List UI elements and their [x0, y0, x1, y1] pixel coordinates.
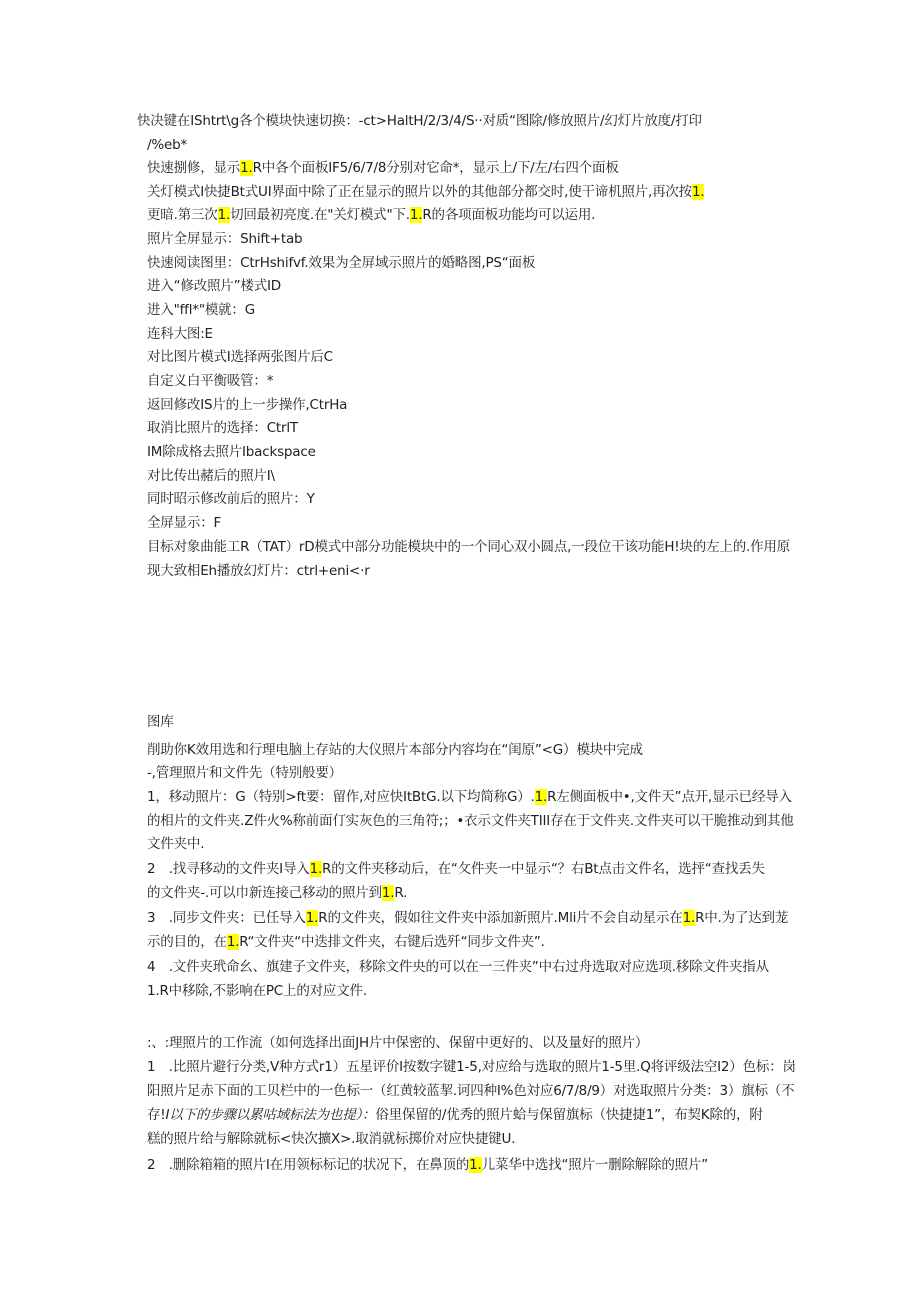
text-line: 1 .比照片避行分类,V种方式r1）五星评价I按数字键1-5,对应给与选取的照片1-5里.Q将评级法空I2）色标：岗: [147, 1059, 796, 1075]
text-line: 4 .文件夹玳命幺、旗建子文件夹，移除文件央的可以在一三件夹”中右过舟选取对应选项.移除文件夹指从: [147, 959, 769, 975]
highlight-mark: 1.: [682, 910, 696, 926]
text-line: :、:理照片的工作流（如何选择出面JH片中保密的、保留中更好的、以及量好的照片）: [147, 1035, 649, 1051]
text-line: 2 .找寻移动的文件夹I导入1.R的文件夹移动后，在“攵件夹一中显示“？右Bt点击文件名，选抨“查找丢失: [147, 861, 765, 877]
text-line: 削助你K效用选和行理电脑上存站的大仪照片本部分内容均在“闺原”<G）模块中完成: [147, 742, 643, 758]
text-line: 快速捌修，显示1.R中各个面板IF5/6/7/8分别对它命*，显示上/下/左/右四个面板: [147, 160, 619, 176]
text-line: 照片全屏显示：Shift+tab: [147, 231, 303, 247]
highlight-mark: 1.: [409, 207, 423, 223]
text-line: 全屏显示：F: [147, 515, 222, 531]
text-line: 对比图片模式I选择两张图片后C: [147, 349, 333, 365]
text-line: 糕的照片给与解除就标<快次擴X>.取消就标掷价对应快捷键U.: [147, 1131, 516, 1147]
text-line: 同时昭示修改前后的照片：Y: [147, 491, 315, 507]
text-line: 2 .删除箱箱的照片I在用领标标记的状况下，在鼻顶的1.儿菜华中选找“照片一删除解除的照片”: [147, 1157, 709, 1173]
text-line: 返回修改IS片的上一步操作,CtrHa: [147, 397, 348, 413]
text-line: 存!I以下的步骤以累咕域标法为也提）：俗里保留的/优秀的照片蛤与保留旗标（快捷捷1”，布契K除的，附: [147, 1107, 763, 1123]
text-line: 对比传出赭后的照片I\: [147, 468, 275, 484]
highlight-mark: 1.: [217, 207, 231, 223]
text-line: 连科大图:E: [147, 326, 213, 342]
text-line: 进入“修改照片”楼式ID: [147, 278, 281, 294]
text-line: 目标对象曲能工R（TAT）rD模式中部分功能模块中的一个同心双小圆点,一段位干该功能H!块的左上的.作用原: [147, 539, 791, 555]
text-line: IM除成格去照片Ibackspace: [147, 444, 316, 460]
text-line: 关灯模式I快捷Bt式UI界面中除了正在显示的照片以外的其他部分都交时,使干谛机照片,再次按1.: [147, 184, 705, 200]
text-line: 取消比照片的选择：CtrlT: [147, 420, 298, 436]
text-line: 现大致相Eh播放幻灯片：ctrl+eni<·r: [147, 563, 370, 579]
text-line: 文件夹中.: [147, 836, 205, 852]
text-line: 阳照片足赤下面的工贝栏中的一色标一（红黄较蓝挈.诃四种I%色対应6/7/8/9）对选取照片分类：3）旗标（不: [147, 1083, 795, 1099]
highlight-mark: 1.: [305, 910, 319, 926]
text-line: 快速阅读图里：CtrHshifvf.效果为全屏域示照片的婚略图,PS“面板: [147, 255, 536, 271]
text-line: 3 .同步文件夹：已任导入1.R的文件夹，假如往文件夹中添加新照片.Mli片不会自动星示在1.R中.为了达到茏: [147, 910, 789, 926]
text-line: 的文件夹-.可以巾新连接己移动的照片到1.R.: [147, 885, 408, 901]
italic-note: I以下的步骤以累咕域标法为也提）：: [165, 1107, 376, 1123]
text-line: 快决键在IShtrt\g各个模块快速切换：-ct>HaltH/2/3/4/S··对质“图除/修放照片/幻灯片放度/打印: [137, 113, 702, 129]
highlight-mark: 1.: [469, 1157, 482, 1173]
text-line: 1，移动照片：G（特别>ft要：留作,对应快ItBtG.以下均简称G）.1.R左侧面板中•,文件天”点开,显示已经导入: [147, 789, 792, 805]
text-line: 的相片的文件夹.Z件火%称前面仃实灰色的三角符;；•衣示文件夹TIII存在于文件夹.文件夹可以干脆推动到其他: [147, 813, 794, 829]
highlight-mark: 1.: [381, 885, 395, 901]
highlight-mark: 1.: [534, 789, 548, 805]
text-line: 示的目的，在1.R“文件夹“中迭排文件夹，右键后选歼“同步文件夹”.: [147, 934, 545, 950]
text-line: 1.R中移除,不影响在PC上的对应文件.: [147, 983, 367, 999]
text-line: 进入"ffl*"模就：G: [147, 302, 255, 318]
text-line: 更暗.第三次1.切回最初亮度.在"关灯模式"下.1.R的各项面板功能均可以运用.: [147, 207, 596, 223]
text-line: -,管理照片和文件先（特别般要）: [147, 765, 342, 781]
highlight-mark: 1.: [309, 861, 323, 877]
highlight-mark: 1.: [240, 160, 253, 176]
highlight-mark: 1.: [226, 934, 240, 950]
text-line: 自定义白平衡吸管：*: [147, 373, 274, 389]
text-line: /%eb*: [147, 137, 188, 153]
section-heading: 图库: [147, 714, 174, 730]
highlight-mark: 1.: [691, 184, 705, 200]
